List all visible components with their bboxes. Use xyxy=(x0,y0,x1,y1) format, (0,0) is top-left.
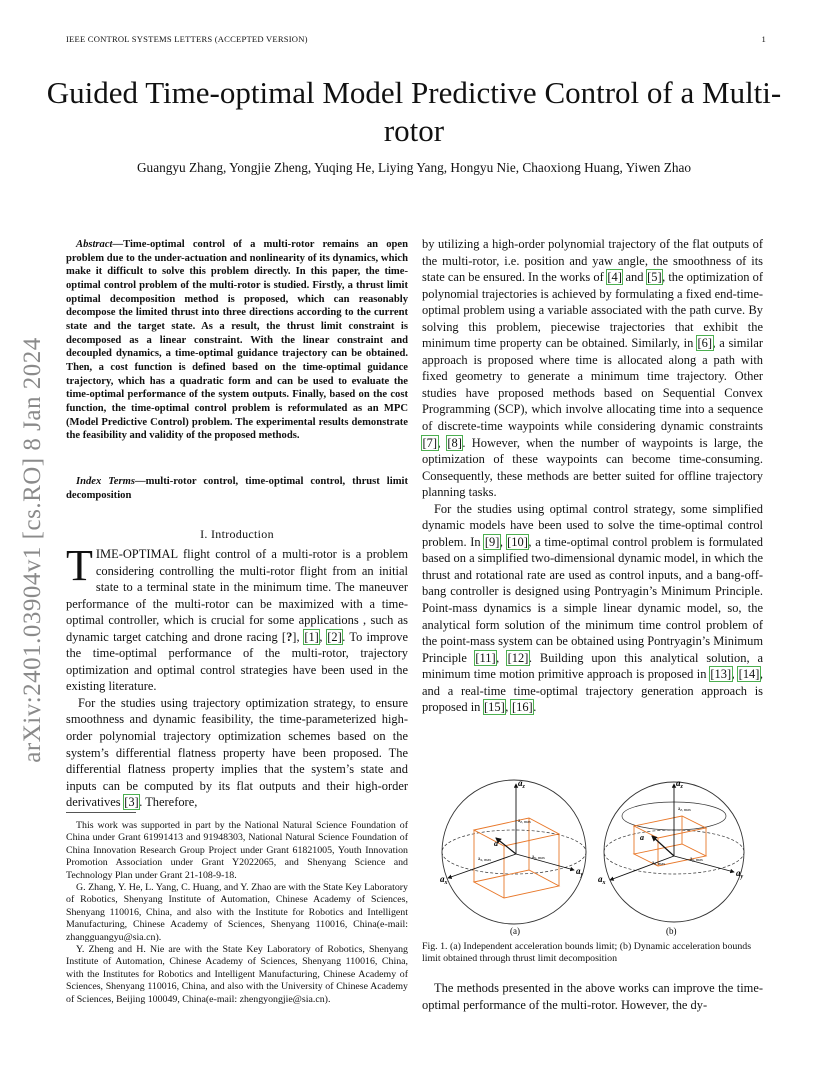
figure-1 xyxy=(434,770,764,938)
journal-name: IEEE CONTROL SYSTEMS LETTERS (ACCEPTED VERSION) xyxy=(66,34,308,44)
citation-link[interactable]: [13] xyxy=(710,667,732,682)
subfigure-label-a: (a) xyxy=(510,926,520,936)
axis-label-ax: $a_x$ xyxy=(440,874,448,886)
vector-label-a: a xyxy=(494,839,498,848)
index-terms xyxy=(66,475,408,502)
citation-link[interactable]: [9] xyxy=(484,534,500,549)
right-p2-text-d: , and a real-time time-optimal trajectory generation approach is proposed in xyxy=(422,667,764,715)
citation-link[interactable]: [2] xyxy=(327,629,342,644)
intro-paragraph-2 xyxy=(66,695,408,811)
footnote-affiliation-1: G. Zhang, Y. He, L. Yang, C. Huang, and Y. Zhao are with the State Key Laboratory of Robotics, Shenyang Institute of Automation, Chinese Academy of Sciences, Shenyang 110016, China, and also with the Institute for Robotics and Intelligent Manufacturing, Chinese Academy of Sciences, Shenyang 110016, China(e-mail: zhangguangyu@sia.cn). xyxy=(66,882,408,943)
intro-p2-text: For the studies using trajectory optimization strategy, to ensure smoothness and dynamic feasibility, the time-parameterized high-order polynomial trajectory optimization schemes based on the system’s differential flatness property have been proposed. The differential flatness property implies that the system’s state and inputs can be computed by its flat outputs and their high-order derivatives xyxy=(66,695,408,810)
citation-link[interactable]: [7] xyxy=(422,435,438,450)
intro-text xyxy=(66,541,409,811)
citation-link[interactable]: [14] xyxy=(738,667,760,682)
intro-paragraph-1: TIME-OPTIMAL flight control of a multi-rotor is a problem considering controlling the multi-rotor flight from an initial state to a terminal state in the minimum time. The maneuver performance of the multi-rotor can be maximized with a time-optimal controller, which is crucial for some applications , such as dynamic target catching and drone racing [?], [1], [2]. To improve the time-optimal performance of the multi-rotor, trajectory optimization and optimal control strategies have been used in the existing literature. xyxy=(66,541,409,694)
citation-link[interactable]: [12] xyxy=(507,650,529,665)
intro-p1-text-b: ], xyxy=(292,629,304,644)
index-terms-text: —multi-rotor control, time-optimal control, thrust limit decomposition xyxy=(66,476,408,501)
right-p2-text-e: . xyxy=(533,700,537,715)
right-p1-and: and xyxy=(622,270,647,285)
intro-p1-text: IME-OPTIMAL flight control of a multi-rotor is a problem considering controlling the multi-rotor flight from an initial state to a terminal state in the minimum time. The maneuver performance of the multi-rotor can be maximized with a time-optimal controller, which is crucial for some applications , such as dynamic target catching and drone racing [ xyxy=(66,547,408,644)
label-xmax-b: $a_{x, max}$ xyxy=(652,861,666,866)
subfigure-label-b: (b) xyxy=(666,926,677,936)
citation-link[interactable]: [10] xyxy=(507,534,528,549)
index-terms-label: Index Terms xyxy=(76,476,135,487)
intro-p2-text-b: . Therefore, xyxy=(139,795,198,810)
citation-link[interactable]: [11] xyxy=(475,650,496,665)
axis-label-ay-b: $a_y$ xyxy=(736,868,744,880)
citation-link[interactable]: [5] xyxy=(647,270,662,285)
abstract-label: Abstract xyxy=(76,239,113,250)
axis-label-ax-b: $a_x$ xyxy=(598,874,606,886)
author-list: Guangyu Zhang, Yongjie Zheng, Yuqing He, Liying Yang, Hongyu Nie, Chaoxiong Huang, Yiwen Zhao xyxy=(136,160,692,175)
right-paragraph-1: by utilizing a high-order polynomial trajectory of the flat outputs of the multi-rotor, i.e. position and yaw angle, the smoothness of its state can be ensured. In the works of [4] and [5], the optimization of polynomial trajectories is achieved by formulating a fixed end-time-optimal problem using a variable associated with the path curve. By solving this problem, piecewise trajectories that exhibit the minimum time property can be obtained. Similarly, in [6], a similar approach is proposed where time is allocated along a path with fixed geometry to generate a minimum time trajectory. Other studies have proposed methods based on Sequential Convex Programming (SCP), which involve allocating time into a sequence of discrete-time waypoints while considering dynamic constraints [7], [8]. However, when the number of waypoints is large, the optimization of these waypoints can become time-consuming. Consequently, these methods are better suited for offline trajectory planning tasks. xyxy=(422,237,764,500)
footnote-affiliation-2: Y. Zheng and H. Nie are with the State Key Laboratory of Robotics, Shenyang Institute of Automation, Chinese Academy of Sciences, Shenyang 110016, China, with the Institutes for Robotics and Intelligent Manufacturing, Chinese Academy of Sciences, Shenyang 110016, China, and also with the University of Chinese Academy of Sciences, Beijing 100049, China(e-mail: zhengyongjie@sia.cn). xyxy=(66,944,408,1005)
right-bottom-text xyxy=(422,980,763,1013)
page-number: 1 xyxy=(761,34,766,44)
citation-link[interactable]: [6] xyxy=(697,336,713,351)
citation-link[interactable]: [8] xyxy=(447,435,462,450)
axis-label-az-b: $a_z$ xyxy=(676,778,683,790)
figure-panel-b xyxy=(598,778,744,936)
figure-panel-a xyxy=(440,778,586,936)
label-ymax-b: $a_{y, max}$ xyxy=(690,857,703,862)
arxiv-stamp-text: arXiv:2401.03904v1 [cs.RO] 8 Jan 2024 xyxy=(19,337,46,763)
right-paragraph-2: For the studies using optimal control strategy, some simplified dynamic models have been used to solve the time-optimal control problem. In [9], [10], a time-optimal control problem is formulated based on a simplified two-dimensional dynamic model, in which the thrust and rotational rate are used as control inputs, and a bang-off-bang controller is designed using Pontryagin’s Minimum Principle. Point-mass dynamics is a simple linear dynamic model, so, the analytical form solution of the minimum time control problem of the point-mass system can be obtained using Pontryagin’s Minimum Principle [11], [12]. Building upon this analytical solution, a minimum time motion primitive approach is proposed in [13], [14], and a real-time time-optimal trajectory generation approach is proposed in [15], [16]. xyxy=(422,501,764,715)
running-header xyxy=(66,34,766,44)
figure-caption: Fig. 1. (a) Independent acceleration bounds limit; (b) Dynamic acceleration bounds limit obtained through thrust limit decomposition xyxy=(422,941,752,965)
citation-link[interactable]: [15] xyxy=(484,700,505,715)
citation-link[interactable]: [1] xyxy=(304,629,319,644)
missing-ref: ? xyxy=(286,629,293,644)
right-column-text xyxy=(422,236,763,716)
right-paragraph-3: The methods presented in the above works can improve the time-optimal performance of the multi-rotor. However, the dy- xyxy=(422,981,763,1012)
intro-p1-text-c: . To improve the time-optimal performance of the multi-rotor, trajectory optimization and optimal control strategies have been used in the existing literature. xyxy=(66,629,409,694)
right-p2-text-b: , a time-optimal control problem is formulated based on a simplified two-dimensional dynamic model, in which the thrust and rotational rate are used as control inputs, and a bang-off-bang controller is designed using Pontryagin’s Minimum Principle. Point-mass dynamics is a simple linear dynamic model, so, the analytical form solution of the minimum time control problem of the point-mass system can be obtained using Pontryagin’s Minimum Principle xyxy=(422,534,764,665)
label-ymax: $a_{y, max}$ xyxy=(532,855,545,860)
arxiv-stamp xyxy=(10,300,56,800)
abstract xyxy=(66,238,408,443)
label-zmax: $a_{z, max}$ xyxy=(518,819,531,824)
right-p2-text-c: . Building upon this analytical solution, a minimum time motion primitive approach is proposed in xyxy=(422,650,764,682)
figure-1-diagram xyxy=(434,770,764,938)
axis-label-ay: $a_y$ xyxy=(576,866,584,878)
label-xmax: $a_{x, max}$ xyxy=(478,857,492,862)
right-p1-text-d: . However, when the number of waypoints is large, the optimization of these waypoints can become time-consuming. Consequently, these methods are better suited for offline trajectory planning tasks. xyxy=(422,435,764,500)
citation-link[interactable]: [3] xyxy=(124,795,139,810)
axis-label-az: $a_z$ xyxy=(518,778,525,790)
footnote-rule xyxy=(66,812,136,813)
right-p2-text: For the studies using optimal control strategy, some simplified dynamic models have been used to solve the time-optimal control problem. In xyxy=(422,501,763,549)
right-p1-text-c: , a similar approach is proposed where time is allocated along a path with fixed geometry to generate a minimum time trajectory. Other studies have proposed methods based on Sequential Convex Programming (SCP), which involve allocating time into a sequence of discrete-time waypoints while considering dynamic constraints xyxy=(422,336,763,434)
drop-cap: T xyxy=(66,541,93,590)
footnotes xyxy=(66,820,408,1006)
citation-link[interactable]: [16] xyxy=(511,700,533,715)
paper-title: Guided Time-optimal Model Predictive Control of a Multi-rotor xyxy=(46,75,782,148)
abstract-text: —Time-optimal control of a multi-rotor remains an open problem due to the under-actuation and nonlinearity of its dynamics, which make it difficult to solve this problem directly. In this paper, the time-optimal control problem of the multi-rotor is studied. Firstly, a thrust limit optimal decomposition method is proposed, which can reasonably decompose the limited thrust into three directions according to the current state and the target state. As a result, the thrust limit constraint is decomposed as a linear constraint. With the linear constraint and decoupled dynamics, a time-optimal guidance trajectory can be obtained. Then, a cost function is defined based on the time-optimal guidance trajectory, which has a quadratic form and can be used to evaluate the time-optimal performance of the system outputs. Finally, based on the cost function, the time-optimal control problem is reformulated as an MPC (Model Predictive Control) problem. The experimental results demonstrate the feasibility and validity of the proposed methods. xyxy=(66,239,408,442)
label-zmax-b: $a_{z, max}$ xyxy=(678,807,691,812)
footnote-funding: This work was supported in part by the National Natural Science Foundation of China under Grant 61991413 and 91948303, National Natural Science Foundation of China Innovation Research Group Project under Grant 61821005, Youth Innovation Promotion Association under Grant Y2022065, and Shenyang Science and Technology Plan under Grant 21-108-9-18. xyxy=(66,820,408,881)
right-p1-text: by utilizing a high-order polynomial trajectory of the flat outputs of the multi-rotor, i.e. position and yaw angle, the smoothness of its state can be ensured. In the works of xyxy=(422,237,763,285)
section-heading: I. Introduction xyxy=(200,527,274,541)
citation-link[interactable]: [4] xyxy=(607,270,622,285)
right-p1-text-b: , the optimization of polynomial trajectories is achieved by formulating a fixed end-time-optimal problem using a variable associated with the path curve. By solving this problem, piecewise trajectories that exhibit the minimum time property can be obtained. Similarly, in xyxy=(422,270,763,351)
vector-label-a-b: a xyxy=(640,833,644,842)
